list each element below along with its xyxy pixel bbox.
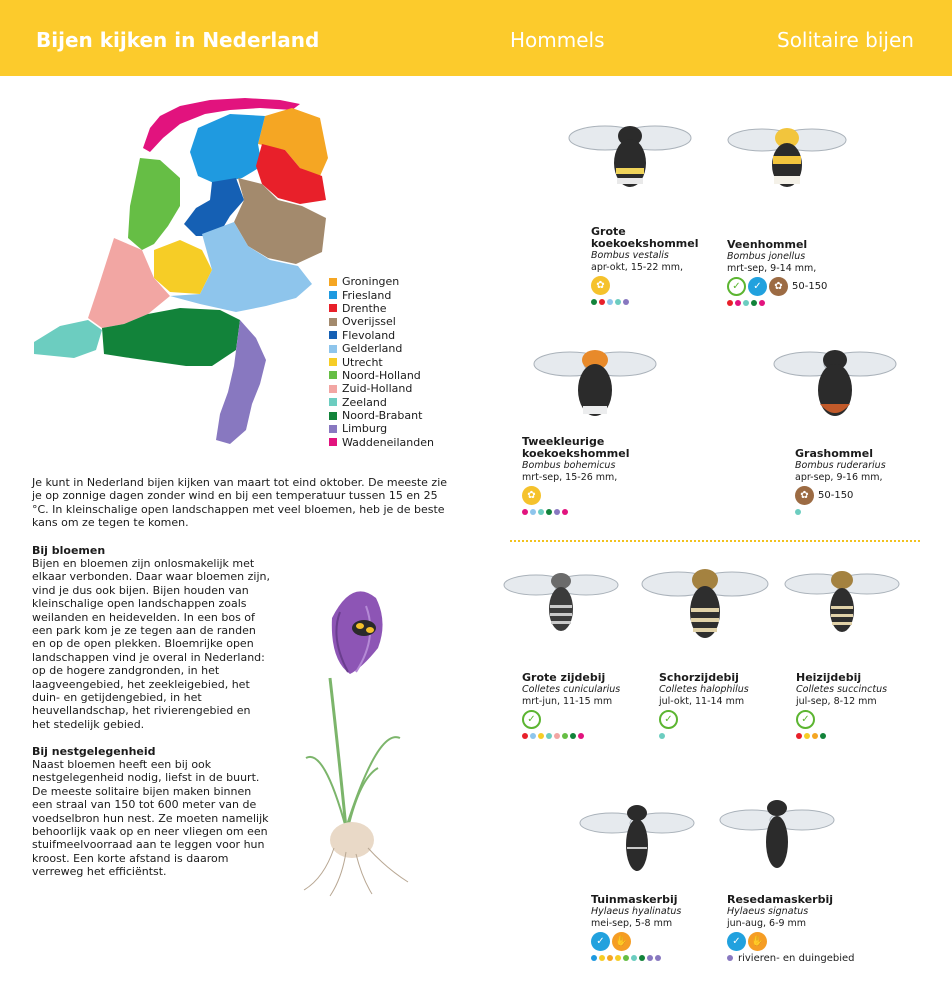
province-dots: [522, 733, 652, 739]
province-dots: [659, 733, 789, 739]
legend-swatch: [329, 345, 337, 353]
species-name: Grote zijdebij: [522, 671, 606, 684]
bee-image-tuinmaskerbij: [578, 793, 696, 879]
province-dot: [615, 955, 621, 961]
nest-icon: ✿: [795, 486, 814, 505]
province-dot: [538, 509, 544, 515]
species-card: [522, 672, 652, 739]
legend-item: [329, 422, 434, 435]
legend-item: [329, 329, 434, 342]
province-dots: [591, 955, 721, 961]
legend-label: Drenthe: [342, 301, 387, 315]
species-icons: [795, 486, 935, 505]
species-card: [727, 894, 877, 963]
species-card: [795, 448, 935, 515]
bee-image-grote-zijdebij: [502, 565, 620, 645]
province-dot: [796, 733, 802, 739]
province-dot: [631, 955, 637, 961]
species-period-size: jul-okt, 11-14 mm: [659, 695, 745, 707]
legend-swatch: [329, 278, 337, 286]
province-dot: [615, 299, 621, 305]
province-dot: [607, 955, 613, 961]
section-title-hommels: Hommels: [510, 28, 605, 52]
province-dot: [607, 299, 613, 305]
legend-label: Noord-Brabant: [342, 409, 423, 423]
species-name: Resedamaskerbij: [727, 893, 833, 906]
province-dot: [538, 733, 544, 739]
nest-count: 50-150: [792, 280, 828, 292]
legend-label: Limburg: [342, 422, 388, 436]
species-scientific-name: Colletes cunicularius: [522, 684, 621, 695]
legend-swatch: [329, 398, 337, 406]
species-name: Grashommel: [795, 447, 873, 460]
province-dot: [546, 733, 552, 739]
species-scientific-name: Bombus jonellus: [727, 251, 806, 262]
species-scientific-name: Hylaeus signatus: [727, 906, 809, 917]
province-dots: [522, 509, 672, 515]
province-dot: [751, 300, 757, 306]
section-title-solitaire: Solitaire bijen: [777, 28, 914, 52]
legend-item: [329, 275, 434, 288]
legend-item: [329, 288, 434, 301]
province-dot: [591, 955, 597, 961]
section-divider: [510, 540, 920, 542]
section-heading-bloemen: Bij bloemen: [32, 544, 106, 557]
netherlands-province-map: [30, 88, 330, 450]
species-period-size: mrt-jun, 11-15 mm: [522, 695, 613, 707]
province-dot: [795, 509, 801, 515]
legend-item: [329, 302, 434, 315]
species-icons: [796, 710, 926, 729]
flower-icon: ✿: [591, 276, 610, 295]
bee-image-schorzijdebij: [640, 560, 770, 648]
species-icons: [727, 277, 857, 296]
checkmark-icon: ✓: [727, 932, 746, 951]
province-dots: [591, 299, 711, 305]
species-scientific-name: Colletes succinctus: [796, 684, 888, 695]
map-noord-holland: [128, 158, 180, 250]
province-dot: [759, 300, 765, 306]
checkmark-icon: ✓: [727, 277, 746, 296]
province-dot: [804, 733, 810, 739]
province-dot: [727, 300, 733, 306]
legend-swatch: [329, 371, 337, 379]
species-period-size: mei-sep, 5-8 mm: [591, 917, 673, 929]
map-zeeland: [34, 320, 102, 358]
province-dot: [522, 733, 528, 739]
map-utrecht: [154, 240, 212, 294]
province-dot: [599, 955, 605, 961]
map-friesland: [190, 114, 265, 184]
province-dot: [743, 300, 749, 306]
species-name: Tweekleurige koekoekshommel: [522, 435, 630, 460]
legend-swatch: [329, 438, 337, 446]
page-title: Bijen kijken in Nederland: [36, 28, 320, 52]
province-dots: [727, 300, 857, 306]
checkmark-icon: ✓: [796, 710, 815, 729]
province-dot: [522, 509, 528, 515]
nest-icon: ✿: [769, 277, 788, 296]
checkmark-icon: ✓: [659, 710, 678, 729]
hand-icon: ✋: [612, 932, 631, 951]
intro-paragraph: Je kunt in Nederland bijen kijken van maart tot eind oktober. De meeste zie je op zonnige dagen zonder wind en bij een temperatuur tussen 15 en 25 °C. In kleinschalige open landschappen met veel bloemen, heb je de beste kans om ze tegen te komen.: [32, 476, 448, 530]
province-dot: [820, 733, 826, 739]
nest-count: 50-150: [818, 489, 854, 501]
province-dot: [546, 509, 552, 515]
crocus-with-bee-illustration: [290, 578, 440, 898]
species-period-size: apr-okt, 15-22 mm,: [591, 261, 683, 273]
province-dot: [735, 300, 741, 306]
legend-swatch: [329, 291, 337, 299]
legend-label: Zuid-Holland: [342, 382, 413, 396]
species-icons: [591, 276, 711, 295]
species-scientific-name: Bombus ruderarius: [795, 460, 886, 471]
species-card: [796, 672, 926, 739]
species-card: [591, 226, 711, 305]
species-name: Schorzijdebij: [659, 671, 739, 684]
province-dot: [623, 299, 629, 305]
province-dots: [795, 509, 935, 515]
province-dot: [599, 299, 605, 305]
legend-swatch: [329, 358, 337, 366]
species-card: [522, 436, 672, 515]
species-period-size: jun-aug, 6-9 mm: [727, 917, 807, 929]
hand-icon: ✋: [748, 932, 767, 951]
species-card: [727, 239, 857, 306]
province-dot: [591, 299, 597, 305]
province-dot: [562, 509, 568, 515]
legend-swatch: [329, 304, 337, 312]
section-heading-nestgelegenheid: Bij nestgelegenheid: [32, 745, 156, 758]
habitat-note: rivieren- en duingebied: [738, 953, 855, 964]
species-icons: [727, 932, 877, 951]
species-scientific-name: Hylaeus hyalinatus: [591, 906, 682, 917]
species-card: [659, 672, 789, 739]
species-name: Tuinmaskerbij: [591, 893, 678, 906]
species-name: Veenhommel: [727, 238, 808, 251]
legend-item: [329, 396, 434, 409]
province-dot: [554, 509, 560, 515]
checkmark-icon: ✓: [591, 932, 610, 951]
species-scientific-name: Colletes halophilus: [659, 684, 749, 695]
species-icons: [591, 932, 721, 951]
species-icons: [522, 710, 652, 729]
legend-label: Groningen: [342, 275, 400, 289]
province-dot: [562, 733, 568, 739]
checkmark-icon: ✓: [748, 277, 767, 296]
legend-swatch: [329, 331, 337, 339]
legend-item: [329, 409, 434, 422]
species-name: Grote koekoekshommel: [591, 225, 699, 250]
checkmark-icon: ✓: [522, 710, 541, 729]
legend-swatch: [329, 425, 337, 433]
province-dot: [812, 733, 818, 739]
legend-item: [329, 369, 434, 382]
legend-swatch: [329, 318, 337, 326]
species-icons: [522, 486, 672, 505]
province-dot: [727, 955, 733, 961]
province-dot: [554, 733, 560, 739]
bee-image-grote-koekoekshommel: [565, 108, 695, 196]
legend-label: Flevoland: [342, 328, 396, 342]
legend-label: Gelderland: [342, 342, 403, 356]
legend-label: Zeeland: [342, 395, 387, 409]
province-dot: [655, 955, 661, 961]
legend-swatch: [329, 412, 337, 420]
bee-image-resedamaskerbij: [718, 790, 836, 876]
species-icons: [659, 710, 789, 729]
legend-swatch: [329, 385, 337, 393]
species-scientific-name: Bombus bohemicus: [522, 460, 616, 471]
legend-item: [329, 342, 434, 355]
province-dot: [570, 733, 576, 739]
section-text-nestgelegenheid: Naast bloemen heeft een bij ook nestgelegenheid nodig, liefst in de buurt. De meeste solitaire bijen maken binnen een straal van 150 tot 600 meter van de voedselbron hun nest. Ze moeten namelijk behoorlijk vaak op en neer vliegen om een stuifmeelvoorraad aan te leggen voor hun kroost. Een korte afstand is daarom verreweg het efficiëntst.: [32, 758, 269, 879]
section-text-bloemen: Bijen en bloemen zijn onlosmakelijk met elkaar verbonden. Daar waar bloemen zijn, vind je dus ook bijen. Bijen houden van kleinschalige open landschappen zoals weilanden en heidevelden. In een bos of een park kom je ze tegen aan de randen en op de open plekken. Bloemrijke open landschappen vind je overal in Nederland: op de hogere zandgronden, in het laagveengebied, het zeekleigebied, het duin- en getijdengebied, in het heuvellandschap, het rivierengebied en het stedelijk gebied.: [32, 557, 271, 731]
province-dot: [530, 733, 536, 739]
legend-item: [329, 382, 434, 395]
species-period-size: mrt-sep, 15-26 mm,: [522, 471, 618, 483]
province-dot: [578, 733, 584, 739]
legend-item: [329, 315, 434, 328]
province-dots: [796, 733, 926, 739]
province-dots: [727, 955, 877, 963]
species-scientific-name: Bombus vestalis: [591, 250, 669, 261]
legend-label: Noord-Holland: [342, 368, 421, 382]
province-dot: [623, 955, 629, 961]
legend-label: Waddeneilanden: [342, 435, 434, 449]
legend-label: Friesland: [342, 288, 392, 302]
species-period-size: mrt-sep, 9-14 mm,: [727, 262, 817, 274]
species-period-size: jul-sep, 8-12 mm: [796, 695, 877, 707]
map-legend: [329, 275, 434, 449]
legend-label: Overijssel: [342, 315, 396, 329]
province-dot: [659, 733, 665, 739]
province-dot: [639, 955, 645, 961]
legend-item: [329, 355, 434, 368]
bee-image-tweekleurige-koekoekshommel: [530, 342, 660, 430]
legend-item: [329, 436, 434, 449]
flower-icon: ✿: [522, 486, 541, 505]
bee-image-grashommel: [770, 338, 900, 426]
header-bar: [0, 0, 952, 76]
species-card: [591, 894, 721, 961]
bee-image-heizijdebij: [783, 562, 901, 642]
bee-image-veenhommel: [722, 110, 852, 198]
species-name: Heizijdebij: [796, 671, 862, 684]
province-dot: [647, 955, 653, 961]
legend-label: Utrecht: [342, 355, 383, 369]
species-period-size: apr-sep, 9-16 mm,: [795, 471, 883, 483]
province-dot: [530, 509, 536, 515]
